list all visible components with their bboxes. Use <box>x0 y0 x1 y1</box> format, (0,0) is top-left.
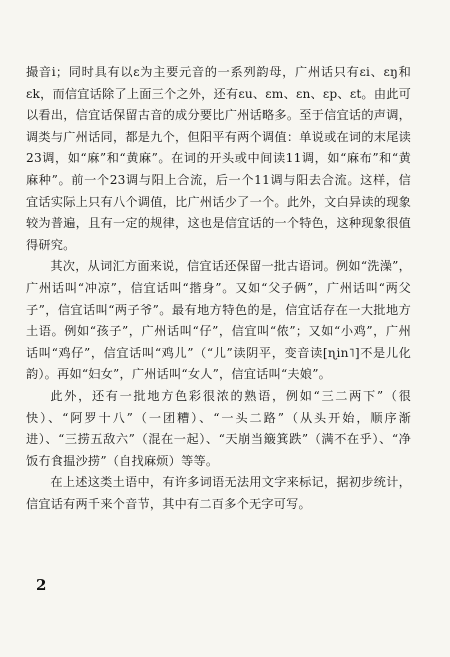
paragraph-1: 撮音i；同时具有以ε为主要元音的一系列韵母，广州话只有εi、εŋ和εk，而信宜话除了上面三个之外，还有εu、εm、εn、εp、εt。由此可以看出，信宜话保留古音的成分要比广州话略多。至于信宜话的声调，调类与广州话同，都是九个，但阳平有两个调值：单说或在词的末尾读23调，如“麻”和“黄麻”。在词的开头或中间读11调，如“麻布”和“黄麻种”。前一个23调与阳上合流，后一个11调与阳去合流。这样，信宜话实际上只有八个调值，比广州话少了一个。此外，文白异读的现象较为普遍，且有一定的规律，这也是信宜话的一个特色，这种现象很值得研究。 <box>26 65 411 252</box>
paragraph-3: 此外，还有一批地方色彩很浓的熟语，例如“三二两下”（很快）、“阿罗十八”（一团糟）、“一头二路”（从头开始，顺序渐进）、“三捞五敌六”（混在一起）、“天崩当簸箕跌”（满不在乎）、“净饭冇食揾沙捞”（自找麻烦）等等。 <box>26 388 411 468</box>
body-text <box>26 62 411 515</box>
page-number: 2 <box>36 576 47 594</box>
paragraph-2: 其次，从词汇方面来说，信宜话还保留一批古语词。例如“洗澡”，广州话叫“冲凉”，信宜话叫“揩身”。又如“父子俩”，广州话叫“两父子”，信宜话叫“两子爷”。最有地方特色的是，信宜话存在一大批地方土语。例如“孩子”，广州话叫“仔”，信宜叫“侬”；又如“小鸡”，广州话叫“鸡仔”，信宜话叫“鸡儿”（“儿”读阴平，变音读[ɳin˥]不是儿化韵）。再如“妇女”，广州话叫“女人”，信宜话叫“夫娘”。 <box>26 259 411 382</box>
paragraph-4: 在上述这类土语中，有许多词语无法用文字来标记，据初步统计，信宜话有两千来个音节，其中有二百多个无字可写。 <box>26 475 411 511</box>
